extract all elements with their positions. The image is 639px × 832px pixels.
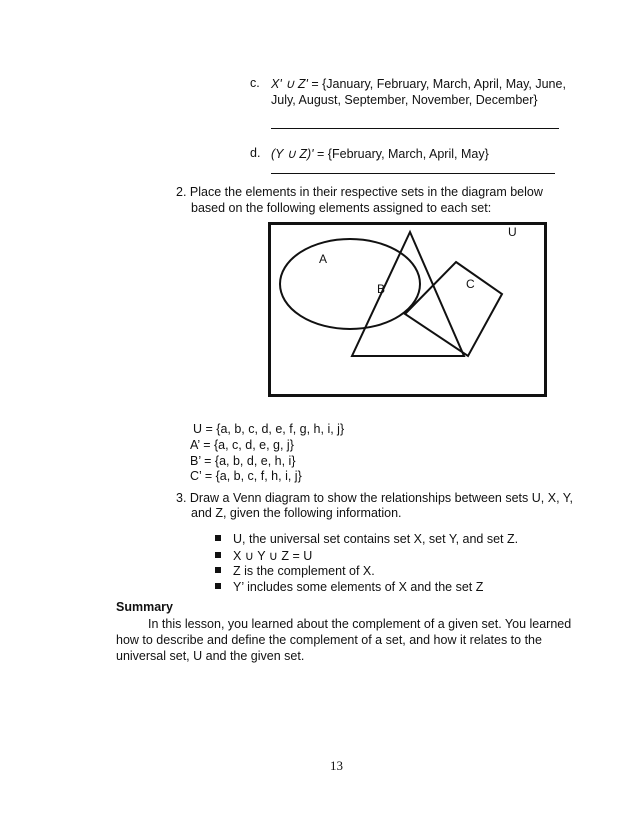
item-c-letter: c.	[250, 76, 260, 90]
set-c-complement: C’ = {a, b, c, f, h, i, j}	[190, 469, 302, 483]
item-d-text	[271, 146, 489, 161]
bullet-item	[215, 532, 518, 546]
item-c-set: = {January, February, March, April, May, June,	[307, 77, 566, 91]
item-d-set: = {February, March, April, May}	[313, 147, 489, 161]
q2-line1: 2. Place the elements in their respective sets in the diagram below	[176, 185, 543, 199]
bullet-item	[215, 548, 312, 563]
q3-line2: and Z, given the following information.	[191, 506, 402, 520]
venn-label-a: A	[319, 252, 328, 266]
set-b-triangle	[352, 232, 464, 356]
q2-line2: based on the following elements assigned to each set:	[191, 201, 492, 215]
bullet-square-icon	[215, 552, 221, 558]
bullet-square-icon	[215, 583, 221, 589]
set-a-complement: A’ = {a, c, d, e, g, j}	[190, 438, 294, 452]
bullet-item	[215, 564, 375, 578]
venn-label-u: U	[508, 225, 517, 239]
bullet-item	[215, 580, 483, 594]
venn-diagram	[268, 222, 547, 397]
answer-line-d	[271, 173, 555, 174]
item-c-line2: July, August, September, November, December}	[271, 93, 538, 107]
set-b-complement: B’ = {a, b, d, e, h, i}	[190, 454, 296, 468]
q3-line1: 3. Draw a Venn diagram to show the relationships between sets U, X, Y,	[176, 491, 573, 505]
item-c-expression: X' ∪ Z'	[271, 77, 308, 91]
page-number: 13	[330, 758, 343, 773]
item-c-text	[271, 76, 566, 91]
summary-heading: Summary	[116, 600, 173, 614]
summary-paragraph: In this lesson, you learned about the complement of a given set. You learned how to describe and define the complement of a set, and how it relates to the universal set, U and the given set.	[116, 617, 572, 663]
bullet-text: X ∪ Y ∪ Z = U	[233, 549, 313, 563]
venn-label-b: B	[377, 282, 386, 296]
set-a-ellipse	[280, 239, 420, 329]
bullet-text: U, the universal set contains set X, set Y, and set Z.	[233, 532, 519, 546]
answer-line-c	[271, 128, 559, 129]
venn-label-c: C	[466, 277, 475, 291]
set-u-definition: U = {a, b, c, d, e, f, g, h, i, j}	[193, 422, 345, 436]
bullet-square-icon	[215, 567, 221, 573]
item-d-expression: (Y ∪ Z)'	[271, 147, 314, 161]
item-d-letter: d.	[250, 146, 261, 160]
bullet-square-icon	[215, 535, 221, 541]
bullet-text: Y’ includes some elements of X and the set Z	[233, 580, 484, 594]
bullet-text: Z is the complement of X.	[233, 564, 375, 578]
